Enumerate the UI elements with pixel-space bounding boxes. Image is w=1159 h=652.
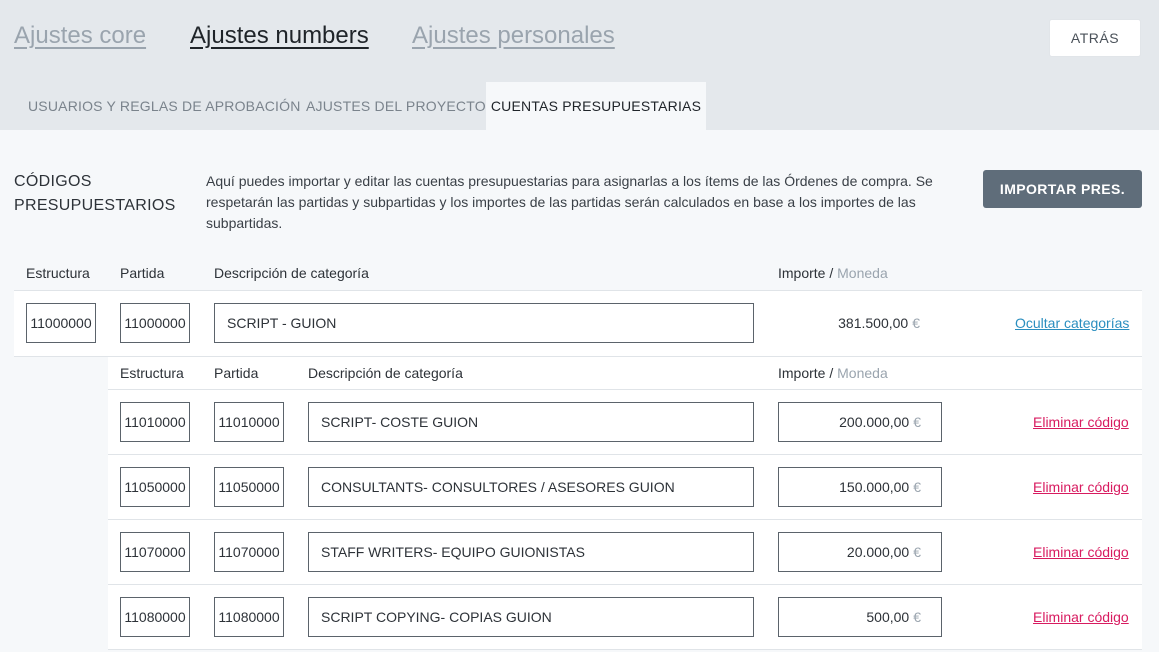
header-importe [778, 265, 888, 281]
tab-ajustes-proyecto[interactable]: AJUSTES DEL PROYECTO [306, 98, 486, 114]
delete-code-link[interactable]: Eliminar código [1033, 544, 1129, 560]
sub-header-descripcion: Descripción de categoría [308, 365, 463, 381]
sub-header-importe [778, 365, 888, 381]
header-descripcion: Descripción de categoría [214, 265, 369, 281]
sub-description-input[interactable]: SCRIPT COPYING- COPIAS GUION [308, 597, 754, 637]
sub-estructura-input[interactable]: 11080000 [120, 597, 190, 637]
sub-partida-input[interactable]: 11050000 [214, 467, 284, 507]
sub-header-bg [108, 357, 1142, 389]
sub-amount-value: 20.000,00 [846, 544, 910, 560]
sub-description-input[interactable]: SCRIPT- COSTE GUION [308, 402, 754, 442]
sub-amount-value: 150.000,00 [839, 479, 910, 495]
nav-link-ajustes-core[interactable]: Ajustes core [14, 22, 147, 49]
sub-amount-input[interactable] [778, 467, 942, 507]
sub-header-estructura: Estructura [120, 365, 184, 381]
sub-currency: € [913, 479, 921, 495]
category-partida-input[interactable]: 11000000 [120, 303, 190, 343]
sub-estructura-input[interactable]: 11050000 [120, 467, 190, 507]
sub-partida-input[interactable]: 11070000 [214, 532, 284, 572]
category-description-input[interactable]: SCRIPT - GUION [214, 303, 754, 343]
header-estructura: Estructura [26, 265, 90, 281]
section-title: CÓDIGOS PRESUPUESTARIOS [14, 173, 176, 214]
nav-link-ajustes-personales[interactable]: Ajustes personales [412, 22, 615, 49]
sub-header-importe-label: Importe / [778, 365, 834, 381]
delete-code-link[interactable]: Eliminar código [1033, 479, 1129, 495]
sub-estructura-input[interactable]: 11010000 [120, 402, 190, 442]
sub-description-input[interactable]: STAFF WRITERS- EQUIPO GUIONISTAS [308, 532, 754, 572]
back-button[interactable]: ATRÁS [1049, 19, 1141, 57]
sub-amount-input[interactable] [778, 402, 942, 442]
hide-categories-link[interactable]: Ocultar categorías [1015, 315, 1130, 331]
import-budget-button[interactable]: IMPORTAR PRES. [983, 170, 1142, 208]
category-amount [780, 315, 920, 331]
sub-partida-input[interactable]: 11010000 [214, 402, 284, 442]
sub-currency: € [913, 544, 921, 560]
sub-header-partida: Partida [214, 365, 259, 381]
sub-partida-input[interactable]: 11080000 [214, 597, 284, 637]
delete-code-link[interactable]: Eliminar código [1033, 609, 1129, 625]
nav-link-ajustes-numbers[interactable]: Ajustes numbers [190, 22, 369, 49]
category-estructura-input[interactable]: 11000000 [26, 303, 96, 343]
sub-amount-value: 500,00 [866, 609, 910, 625]
tab-usuarios-reglas[interactable]: USUARIOS Y REGLAS DE APROBACIÓN [28, 98, 301, 114]
sub-currency: € [913, 414, 921, 430]
delete-code-link[interactable]: Eliminar código [1033, 414, 1129, 430]
category-amount-value: 381.500,00 [838, 315, 909, 331]
header-partida: Partida [120, 265, 165, 281]
section-description: Aquí puedes importar y editar las cuentas presupuestarias para asignarlas a los ítems de las Órdenes de compra. Se respetarán las partidas y subpartidas y los importes de las partidas serán calculados en base a los importes de las subpartidas. [206, 173, 933, 231]
divider [108, 649, 1142, 650]
category-currency: € [912, 315, 920, 331]
header-importe-label: Importe / [778, 265, 834, 281]
sub-estructura-input[interactable]: 11070000 [120, 532, 190, 572]
sub-amount-input[interactable] [778, 597, 942, 637]
tab-cuentas-presupuestarias[interactable]: CUENTAS PRESUPUESTARIAS [486, 82, 706, 130]
sub-description-input[interactable]: CONSULTANTS- CONSULTORES / ASESORES GUION [308, 467, 754, 507]
header-moneda: Moneda [837, 265, 888, 281]
sub-currency: € [913, 609, 921, 625]
sub-amount-value: 200.000,00 [839, 414, 910, 430]
sub-amount-input[interactable] [778, 532, 942, 572]
sub-header-moneda: Moneda [837, 365, 888, 381]
